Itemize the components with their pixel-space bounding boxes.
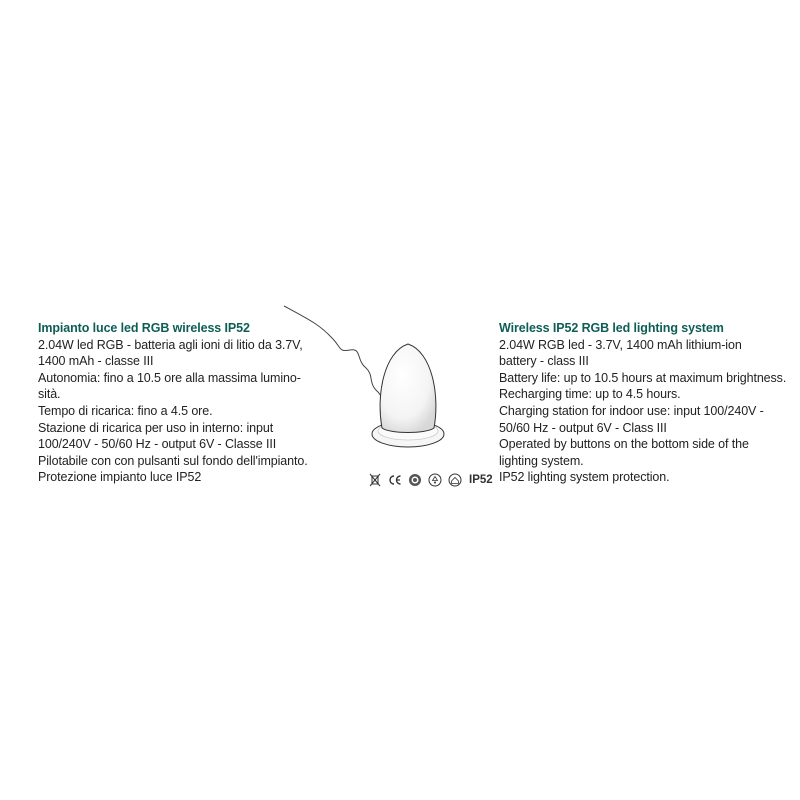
italian-line: Protezione impianto luce IP52: [38, 470, 202, 485]
english-spec-block: [499, 320, 789, 486]
english-line: 50/60 Hz - output 6V - Class III: [499, 420, 667, 435]
english-line: lighting system.: [499, 453, 584, 468]
italian-line: Autonomia: fino a 10.5 ore alla massima lumino-: [38, 370, 301, 385]
lamp-dome: [380, 344, 436, 433]
english-line: Recharging time: up to 4.5 hours.: [499, 387, 681, 402]
italian-line: 100/240V - 50/60 Hz - output 6V - Classe III: [38, 437, 277, 452]
italian-line: Tempo di ricarica: fino a 4.5 ore.: [38, 403, 213, 418]
ce-mark-icon: [388, 473, 402, 487]
english-line: IP52 lighting system protection.: [499, 470, 670, 485]
recycling-icon: [428, 473, 442, 487]
italian-line: 2.04W led RGB - batteria agli ioni di litio da 3.7V,: [38, 337, 303, 352]
indoor-use-icon: [448, 473, 462, 487]
english-line: 2.04W RGB led - 3.7V, 1400 mAh lithium-ion: [499, 337, 742, 352]
weee-bin-icon: [368, 473, 382, 487]
italian-title: Impianto luce led RGB wireless IP52: [38, 321, 250, 335]
power-cable: [284, 306, 388, 412]
english-line: Charging station for indoor use: input 100/240V -: [499, 403, 764, 418]
italian-line: Pilotabile con con pulsanti sul fondo dell'impianto.: [38, 453, 308, 468]
english-title: Wireless IP52 RGB led lighting system: [499, 321, 724, 335]
english-line: Battery life: up to 10.5 hours at maximum brightness.: [499, 370, 787, 385]
certification-row: [368, 470, 493, 490]
italian-line: Stazione di ricarica per uso in interno: input: [38, 420, 274, 435]
class-iii-icon: [408, 473, 422, 487]
italian-line: sità.: [38, 387, 61, 402]
english-line: Operated by buttons on the bottom side of the: [499, 437, 749, 452]
italian-line: 1400 mAh - classe III: [38, 354, 154, 369]
english-line: battery - class III: [499, 354, 589, 369]
ip-rating-label: IP52: [469, 474, 493, 486]
